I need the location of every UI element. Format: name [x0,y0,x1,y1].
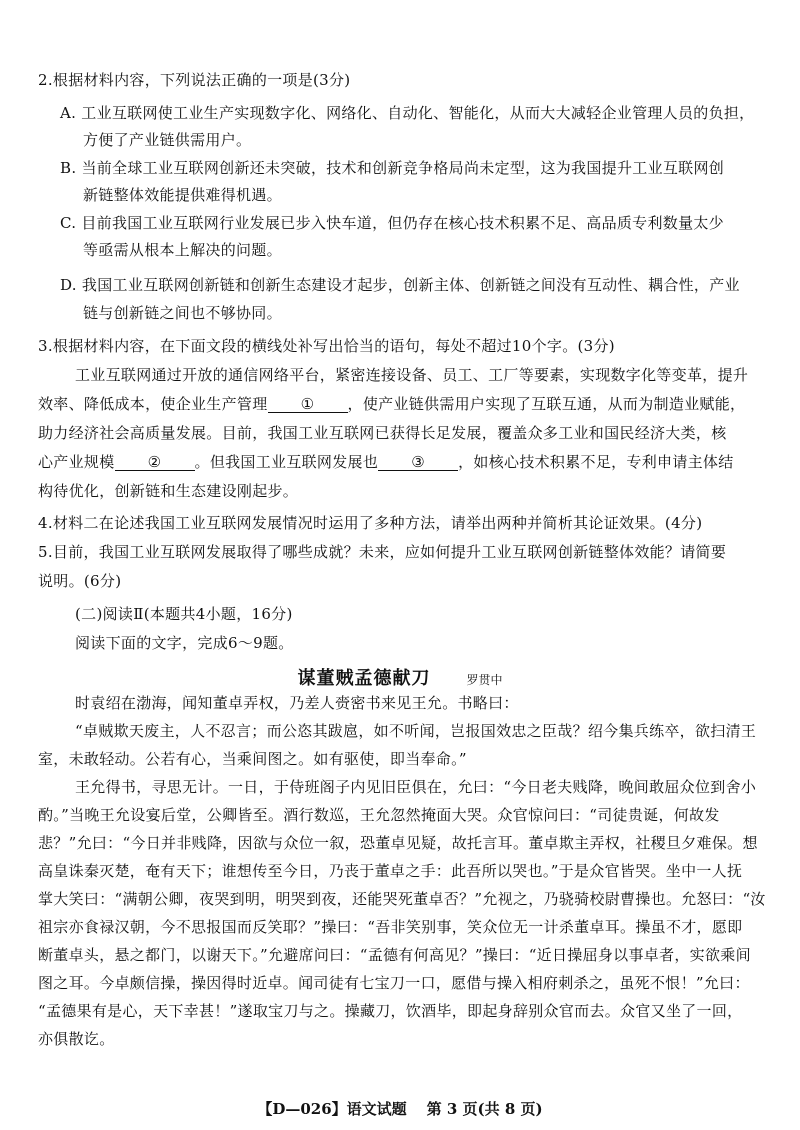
blank-3[interactable]: ③ [378,454,458,471]
option-c-line-2: 等亟需从根本上解决的问题。 [83,241,282,259]
q3-text: 心产业规模 [38,453,115,471]
q3-text: 效率、降低成本，使企业生产管理 [38,395,268,413]
option-b-line-2: 新链整体效能提供难得机遇。 [83,186,282,204]
blank-2[interactable]: ② [115,454,195,471]
passage-line: 时袁绍在渤海，闻知董卓弄权，乃差人赍密书来见王允。书略曰： [75,694,519,712]
option-c-line-1: C. 目前我国工业互联网行业发展已步入快车道，但仍存在核心技术积累不足、高品质专利数量太少 [60,214,724,232]
question-3-stem: 3.根据材料内容，在下面文段的横线处补写出恰当的语句，每处不超过10个字。(3分) [38,337,615,355]
option-a-line-2: 方便了产业链供需用户。 [83,131,252,149]
option-a-line-1: A. 工业互联网使工业生产实现数字化、网络化、自动化、智能化，从而大大减轻企业管理人员的负担， [60,104,755,122]
q3-passage-line-1: 工业互联网通过开放的通信网络平台，紧密连接设备、员工、工厂等要素，实现数字化等变革，提升 [75,366,749,384]
q3-passage-line-2 [38,394,780,414]
question-5-line-2: 说明。(6分) [38,572,122,590]
question-4: 4.材料二在论述我国工业互联网发展情况时运用了多种方法，请举出两种并简析其论证效果。(4分) [38,514,703,532]
passage-line: 祖宗亦食禄汉朝，今不思报国而反笑耶？”操曰：“吾非笑别事，笑众位无一计杀董卓耳。操虽不才，愿即 [38,918,743,936]
passage-line: “孟德果有是心，天下幸甚！”遂取宝刀与之。操藏刀，饮酒毕，即起身辞别众官而去。众官又坐了一回， [38,1002,743,1020]
q3-passage-line-5: 构待优化，创新链和生态建设刚起步。 [38,482,299,500]
passage-line: 悲？”允曰：“今日并非贱降，因欲与众位一叙，恐董卓见疑，故托言耳。董卓欺主弄权，社稷旦夕难保。想 [38,834,758,852]
passage-author: 罗贯中 [466,673,503,687]
passage-title-block [0,664,800,690]
passage-line: 断董卓头，悬之都门，以谢天下。”允避席问曰：“孟德有何高见？”操曰：“近日操屈身以事卓者，实欲乘间 [38,946,751,964]
passage-line: 酌。”当晚王允设宴后堂，公卿皆至。酒行数巡，王允忽然掩面大哭。众官惊问曰：“司徒贵诞，何故发 [38,806,720,824]
q3-text: 。但我国工业互联网发展也 [194,453,379,471]
passage-title: 谋董贼孟德献刀 [297,668,431,689]
passage-line: 室，未敢轻动。公若有心，当乘间图之。如有驱使，即当奉命。” [38,750,467,768]
option-d-line-2: 链与创新链之间也不够协同。 [83,304,282,322]
q3-passage-line-4 [38,452,780,472]
option-b-line-1: B. 当前全球工业互联网创新还未突破，技术和创新竞争格局尚未定型，这为我国提升工业互联网创 [60,159,725,177]
q3-passage-line-3: 助力经济社会高质量发展。目前，我国工业互联网已获得长足发展，覆盖众多工业和国民经济大类，核 [38,424,727,442]
passage-line: 图之耳。今卓颇信操，操因得时近卓。闻司徒有七宝刀一口，愿借与操入相府刺杀之，虽死不恨！”允曰： [38,974,750,992]
q3-text: ，使产业链供需用户实现了互联互通，从而为制造业赋能， [347,395,746,413]
question-2-stem: 2.根据材料内容，下列说法正确的一项是(3分) [38,71,351,89]
question-5-line-1: 5.目前，我国工业互联网发展取得了哪些成就？未来，应如何提升工业互联网创新链整体效能？请简要 [38,543,727,561]
reading-instruction: 阅读下面的文字，完成6～9题。 [75,634,294,652]
passage-line: 高皇诛秦灭楚，奄有天下；谁想传至今日，乃丧于董卓之手：此吾所以哭也。”于是众官皆哭。坐中一人抚 [38,862,743,880]
q3-text: ，如核心技术积累不足，专利申请主体结 [458,453,734,471]
passage-line: “卓贼欺天废主，人不忍言；而公恣其跋扈，如不听闻，岂报国效忠之臣哉？绍今集兵练卒，欲扫清王 [75,722,757,740]
passage-line: 王允得书，寻思无计。一日，于侍班阁子内见旧臣俱在，允曰：“今日老夫贱降，晚间敢屈众位到舍小 [75,778,757,796]
exam-code: 【D—026】语文试题 [257,1100,407,1118]
passage-line: 掌大笑曰：“满朝公卿，夜哭到明，明哭到夜，还能哭死董卓否？”允视之，乃骁骑校尉曹操也。允怒曰：“汝 [38,890,766,908]
section-heading: (二)阅读Ⅱ(本题共4小题，16分) [75,605,293,623]
passage-line: 亦俱散讫。 [38,1030,115,1048]
blank-1[interactable]: ① [268,396,348,413]
page-number: 第 3 页(共 8 页) [426,1100,543,1118]
page-footer [0,1098,800,1119]
option-d-line-1: D. 我国工业互联网创新链和创新生态建设才起步，创新主体、创新链之间没有互动性、耦合性，产业 [60,276,740,294]
